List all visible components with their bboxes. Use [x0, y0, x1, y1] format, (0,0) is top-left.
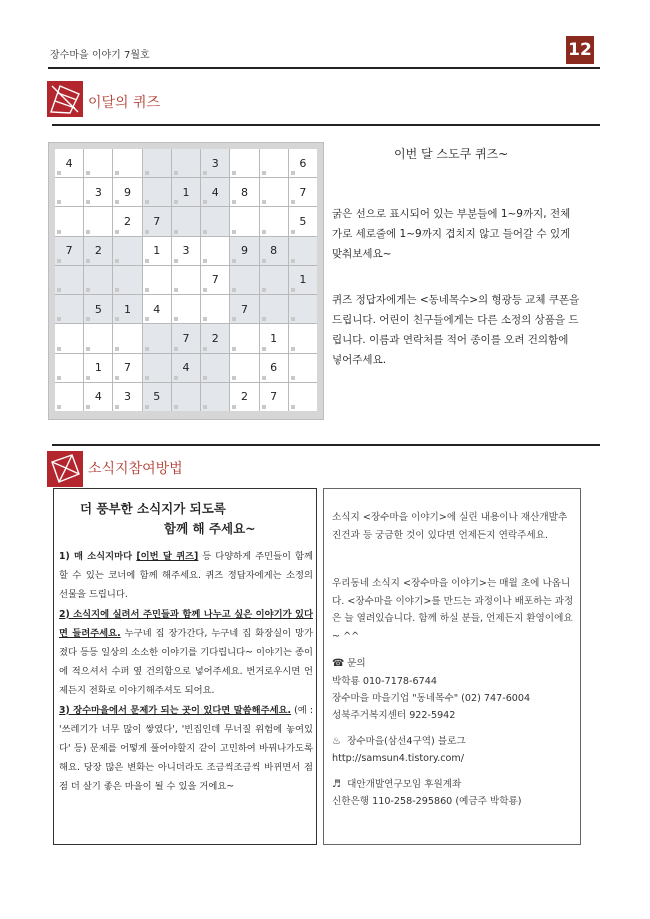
participation-guide-box — [53, 488, 317, 845]
sudoku-cell — [230, 207, 258, 235]
sudoku-cell: 7 — [113, 354, 141, 382]
sudoku-cell: 7 — [230, 295, 258, 323]
sudoku-cell — [55, 295, 83, 323]
blog-url[interactable]: http://samsun4.tistory.com/ — [332, 753, 465, 764]
sudoku-cell — [113, 149, 141, 177]
sudoku-cell — [230, 149, 258, 177]
page-number: 12 — [566, 36, 594, 64]
guide-item-2: 2) 소식지에 실려서 주민들과 함께 나누고 싶은 이야기가 있다면 들려주세요. 누구네 집 장가간다, 누구네 집 화장실이 망가졌다 등등 일상의 소소한 이야기를 기다립니다~ 이야기는 종이에 적으셔서 수퍼 옆 건의함으로 넣어주세요. 번거로우시면 언제든지 전화로 이야기해주셔도 되어요. — [59, 608, 314, 697]
sudoku-cell — [289, 295, 317, 323]
sudoku-cell — [55, 383, 83, 411]
phone-icon: ☎ — [332, 658, 345, 669]
fund-label: ♬ 대안개발연구모임 후원계좌 — [332, 776, 576, 794]
sudoku-cell — [201, 295, 229, 323]
home-icon: ♨ — [332, 736, 341, 747]
guide-item-1: 1) 매 소식지마다 [이번 달 퀴즈] 등 다양하게 주민들이 함께 할 수 있는 코너에 함께 해주세요. 퀴즈 정답자에게는 소정의 선물을 드립니다. — [59, 551, 313, 601]
contact-info-box — [323, 488, 581, 845]
sudoku-cell — [84, 207, 112, 235]
sudoku-cell: 2 — [201, 324, 229, 352]
sudoku-cell: 4 — [172, 354, 200, 382]
sudoku-cell: 1 — [143, 237, 171, 265]
sudoku-cell — [260, 178, 288, 206]
sudoku-cell — [230, 266, 258, 294]
sudoku-cell — [113, 237, 141, 265]
sudoku-cell — [143, 266, 171, 294]
sudoku-cell: 4 — [143, 295, 171, 323]
sudoku-cell — [201, 237, 229, 265]
sudoku-cell — [172, 295, 200, 323]
sudoku-cell: 3 — [172, 237, 200, 265]
sudoku-cell — [289, 237, 317, 265]
guide-body — [59, 547, 313, 797]
sudoku-cell: 3 — [84, 178, 112, 206]
sudoku-cell: 1 — [172, 178, 200, 206]
sudoku-cell — [289, 324, 317, 352]
sudoku-cell — [55, 324, 83, 352]
quiz-section-icon — [46, 80, 84, 118]
contact-heading: ☎ 문의 — [332, 655, 576, 673]
newsletter-info-text: 우리동네 소식지 <장수마을 이야기>는 매월 초에 나옵니다. <장수마을 이야기>를 만드는 과정이나 배포하는 과정은 늘 열려있습니다. 함께 하실 분들, 언제든지 환영이에요~ ^^ — [332, 578, 574, 642]
sudoku-cell: 7 — [55, 237, 83, 265]
sudoku-cell: 1 — [113, 295, 141, 323]
sudoku-cell — [84, 324, 112, 352]
participation-section-icon — [46, 450, 84, 488]
blog-label: ♨ 장수마을(삼선4구역) 블로그 — [332, 733, 576, 751]
music-note-icon: ♬ — [332, 779, 341, 790]
sudoku-cell: 4 — [55, 149, 83, 177]
sudoku-cell: 7 — [201, 266, 229, 294]
sudoku-cell — [230, 354, 258, 382]
sudoku-cell: 7 — [289, 178, 317, 206]
sudoku-cell: 1 — [289, 266, 317, 294]
quiz-title: 이번 달 스도쿠 퀴즈~ — [394, 147, 509, 161]
sudoku-cell: 4 — [84, 383, 112, 411]
sudoku-cell: 8 — [260, 237, 288, 265]
sudoku-cell — [84, 149, 112, 177]
sudoku-cell — [201, 207, 229, 235]
sudoku-cell — [260, 149, 288, 177]
contact-intro-text: 소식지 <장수마을 이야기>에 실린 내용이나 재산개발추진건과 등 궁금한 것이 있다면 언제든지 연락주세요. — [332, 512, 568, 541]
sudoku-cell — [55, 266, 83, 294]
sudoku-cell: 7 — [260, 383, 288, 411]
sudoku-cell — [172, 207, 200, 235]
sudoku-cell — [143, 178, 171, 206]
sudoku-cell — [289, 354, 317, 382]
quiz-section-heading: 이달의 퀴즈 — [88, 95, 161, 111]
sudoku-cell: 2 — [84, 237, 112, 265]
sudoku-cell — [230, 324, 258, 352]
sudoku-cell: 3 — [201, 149, 229, 177]
guide-item-3: 3) 장수마을에서 문제가 되는 곳이 있다면 말씀해주세요. (예 : '쓰레기가 너무 많이 쌓였다', '빈집인데 무너질 위험에 놓여있다' 등) 문제를 어떻게 풀어야할지 같이 고민하여 바꿔나가도록 해요. 당장 많은 변화는 아니더라도 조금씩조금씩 바뀌면서 점점 더 살기 좋은 마을이 될 수 있을 거에요~ — [59, 704, 314, 793]
sudoku-cell — [172, 383, 200, 411]
sudoku-cell: 7 — [143, 207, 171, 235]
sudoku-cell: 4 — [201, 178, 229, 206]
sudoku-cell: 9 — [230, 237, 258, 265]
sudoku-cell — [143, 324, 171, 352]
contact-phone-1: 박학룡 010-7178-6744 — [332, 676, 437, 687]
sudoku-grid — [55, 149, 317, 411]
sudoku-cell: 8 — [230, 178, 258, 206]
sudoku-cell: 1 — [84, 354, 112, 382]
sudoku-cell: 3 — [113, 383, 141, 411]
contact-phone-2: 장수마을 마을기업 "동네목수" (02) 747-6004 — [332, 693, 531, 704]
sudoku-cell — [201, 383, 229, 411]
participation-section-heading: 소식지참여방법 — [88, 461, 183, 477]
participation-section-divider — [52, 444, 600, 446]
guide-title-line2: 함께 해 주세요~ — [164, 521, 256, 536]
sudoku-cell — [201, 354, 229, 382]
sudoku-cell — [260, 295, 288, 323]
header-divider — [48, 67, 600, 69]
fund-account: 신한은행 110-258-295860 (예금주 박학룡) — [332, 796, 522, 807]
sudoku-cell — [289, 383, 317, 411]
contact-phone-3: 성북주거복지센터 922-5942 — [332, 710, 456, 721]
sudoku-cell — [172, 266, 200, 294]
sudoku-cell — [113, 324, 141, 352]
sudoku-cell: 5 — [143, 383, 171, 411]
sudoku-cell — [55, 178, 83, 206]
sudoku-cell: 6 — [289, 149, 317, 177]
sudoku-cell: 1 — [260, 324, 288, 352]
sudoku-cell: 2 — [113, 207, 141, 235]
sudoku-cell — [260, 207, 288, 235]
sudoku-cell: 9 — [113, 178, 141, 206]
quiz-section-divider — [52, 124, 600, 126]
sudoku-cell — [113, 266, 141, 294]
sudoku-cell — [172, 149, 200, 177]
sudoku-cell: 2 — [230, 383, 258, 411]
sudoku-cell — [260, 266, 288, 294]
newsletter-title: 장수마을 이야기 7월호 — [50, 50, 150, 61]
quiz-prize-text: 퀴즈 정답자에게는 <동네목수>의 형광등 교체 쿠폰을 드립니다. 어린이 친구들에게는 다른 소정의 상품을 드립니다. 이름과 연락처를 적어 종이를 오려 건의함에 넣어주세요. — [332, 294, 580, 366]
sudoku-cell — [55, 354, 83, 382]
sudoku-cell — [84, 266, 112, 294]
sudoku-cell — [143, 149, 171, 177]
sudoku-cell — [55, 207, 83, 235]
sudoku-cell: 5 — [289, 207, 317, 235]
quiz-instruction: 굵은 선으로 표시되어 있는 부분들에 1~9까지, 전체 가로 세로줄에 1~9까지 겹치지 않고 들어갈 수 있게 맞춰보세요~ — [332, 208, 571, 260]
sudoku-puzzle — [48, 142, 324, 420]
sudoku-cell: 7 — [172, 324, 200, 352]
guide-title-line1: 더 풍부한 소식지가 되도록 — [80, 501, 226, 516]
sudoku-cell — [143, 354, 171, 382]
sudoku-cell: 6 — [260, 354, 288, 382]
sudoku-cell: 5 — [84, 295, 112, 323]
